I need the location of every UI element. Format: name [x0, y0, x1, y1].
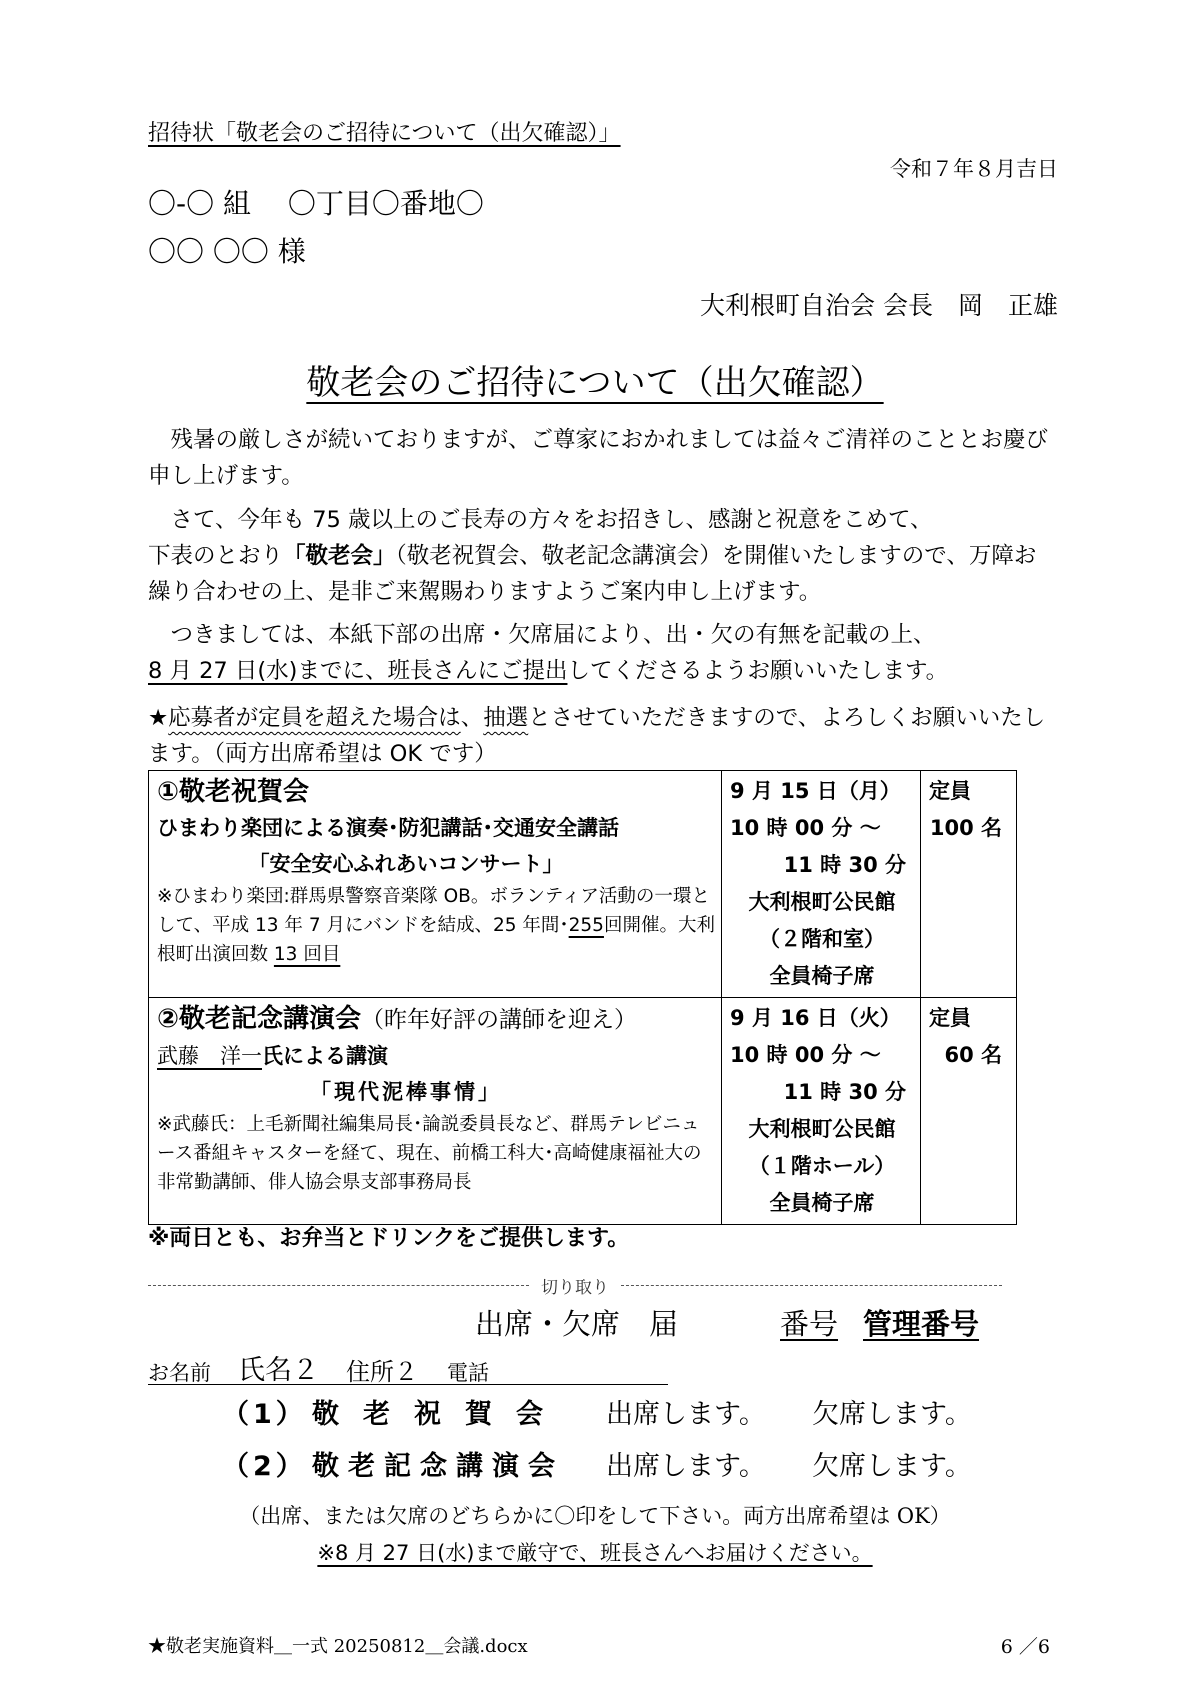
meal-note: ※両日とも、お弁当とドリンクをご提供します。	[148, 1226, 630, 1251]
event-detail-cell	[149, 998, 722, 1225]
event-seating: 全員椅子席	[769, 964, 875, 988]
event-time-start: 10 時 00 分 ～	[730, 1043, 881, 1067]
recipient-address: 〇-〇 組 〇丁目〇番地〇	[148, 187, 484, 220]
attendance-event-name: 敬老記念講演会	[312, 1451, 564, 1482]
cut-label: 切り取り	[541, 1278, 609, 1298]
tel-label: 電話	[447, 1361, 489, 1385]
invitation-paragraph: さて、今年も 75 歳以上のご長寿の方々をお招きし、感謝と祝意をこめて、 下表のとおり「敬老会」（敬老祝賀会、敬老記念講演会）を開催いたしますので、万障お繰り合わせの上、是非ご来駕賜わりますようご案内申し上げます。	[148, 507, 1037, 605]
event-subtitle: 「安全安心ふれあいコンサート」	[248, 852, 564, 876]
name-field[interactable]: 氏名２	[238, 1355, 319, 1386]
submission-deadline: 8 月 27 日(水)までに、班長さんにご提出	[148, 658, 568, 684]
event-time-end: 11 時 30 分	[783, 1080, 906, 1104]
sender-name: 大利根町自治会 会長 岡 正雄	[700, 291, 1058, 320]
event-date: 9 月 16 日（火）	[730, 1006, 901, 1030]
event-program: 武藤 洋一氏による講演	[157, 1044, 388, 1068]
table-row	[149, 998, 1017, 1225]
event-date: 9 月 15 日（月）	[730, 779, 901, 803]
event-room: （２階和室）	[759, 927, 885, 951]
lottery-notice: ★応募者が定員を超えた場合は、抽選とさせていただきますので、よろしくお願いいたします。（両方出席希望は OK です）	[148, 705, 1046, 767]
capacity-label: 定員	[929, 779, 971, 803]
attendance-event-name: 敬老祝賀会	[312, 1399, 567, 1430]
greeting-paragraph: 残暑の厳しさが続いておりますが、ご尊家におかれましては益々ご清祥のこととお慶び申し上げます。	[148, 427, 1049, 489]
name-label: お名前	[148, 1361, 211, 1385]
event-title: ①敬老祝賀会	[157, 777, 310, 807]
event-title: ②敬老記念講演会（昨年好評の講師を迎え）	[157, 1004, 638, 1034]
attend-option[interactable]: 出席します。	[606, 1399, 766, 1430]
capacity-value: 100 名	[929, 816, 1002, 840]
form-instruction: （出席、または欠席のどちらかに〇印をして下さい。両方出席希望は OK）	[239, 1504, 951, 1528]
attend-option[interactable]: 出席します。	[606, 1451, 766, 1482]
form-number-label: 番号	[780, 1307, 839, 1341]
event-capacity-cell	[921, 771, 1017, 998]
event-program: ひまわり楽団による演奏･防犯講話･交通安全講話	[157, 816, 619, 840]
recipient-name: 〇〇 〇〇 様	[148, 235, 306, 268]
absent-option[interactable]: 欠席します。	[812, 1399, 972, 1430]
absent-option[interactable]: 欠席します。	[812, 1451, 972, 1482]
event-room: （１階ホール）	[748, 1154, 896, 1178]
event-seating: 全員椅子席	[769, 1191, 875, 1215]
event-note: ※武藤氏：上毛新聞社編集局長･論説委員長など、群馬テレビニュース番組キャスターを経て、現在、前橋工科大･高崎健康福祉大の非常勤講師、俳人協会県支部事務局長	[157, 1114, 702, 1193]
event-schedule-cell	[722, 771, 921, 998]
event-time-start: 10 時 00 分 ～	[730, 816, 881, 840]
document-label: 招待状「敬老会のご招待について（出欠確認）」	[148, 121, 621, 146]
attendance-row-number: （1）	[222, 1399, 307, 1430]
footer-page-number: 6 ／6	[1000, 1636, 1050, 1658]
attendance-row-number: （2）	[222, 1451, 307, 1482]
event-venue: 大利根町公民館	[748, 1117, 896, 1141]
form-number-value: 管理番号	[863, 1307, 980, 1341]
event-note: ※ひまわり楽団:群馬県警察音楽隊 OB。ボランティア活動の一環として、平成 13 年 7 月にバンドを結成、25 年間･255回開催。大利根町出演回数 13 回目	[157, 886, 715, 965]
form-title: 出席・欠席 届	[475, 1307, 679, 1341]
table-row	[149, 771, 1017, 998]
event-subtitle: 「現代泥棒事情」	[310, 1080, 502, 1104]
capacity-label: 定員	[929, 1006, 971, 1030]
cut-dash-left	[148, 1285, 529, 1286]
cut-dash-right	[621, 1285, 1002, 1286]
event-capacity-cell	[921, 998, 1017, 1225]
address-field[interactable]: 住所２	[346, 1358, 418, 1386]
event-venue: 大利根町公民館	[748, 890, 896, 914]
name-row	[148, 1348, 668, 1385]
capacity-value: 60 名	[944, 1043, 1002, 1067]
submission-paragraph: つきましては、本紙下部の出席・欠席届により、出・欠の有無を記載の上、 8 月 27 日(水)までに、班長さんにご提出してくださるようお願いいたします。	[148, 622, 949, 684]
footer-filename: ★敬老実施資料＿一式 20250812＿会議.docx	[148, 1636, 528, 1657]
cut-line	[148, 1273, 1002, 1298]
event-schedule-cell	[722, 998, 921, 1225]
form-deadline: ※8 月 27 日(水)まで厳守で、班長さんへお届けください。	[317, 1541, 873, 1565]
issue-date: 令和７年８月吉日	[890, 157, 1058, 181]
event-detail-cell	[149, 771, 722, 998]
event-time-end: 11 時 30 分	[783, 853, 906, 877]
document-title: 敬老会のご招待について（出欠確認）	[306, 363, 884, 403]
events-table	[148, 770, 1017, 1225]
